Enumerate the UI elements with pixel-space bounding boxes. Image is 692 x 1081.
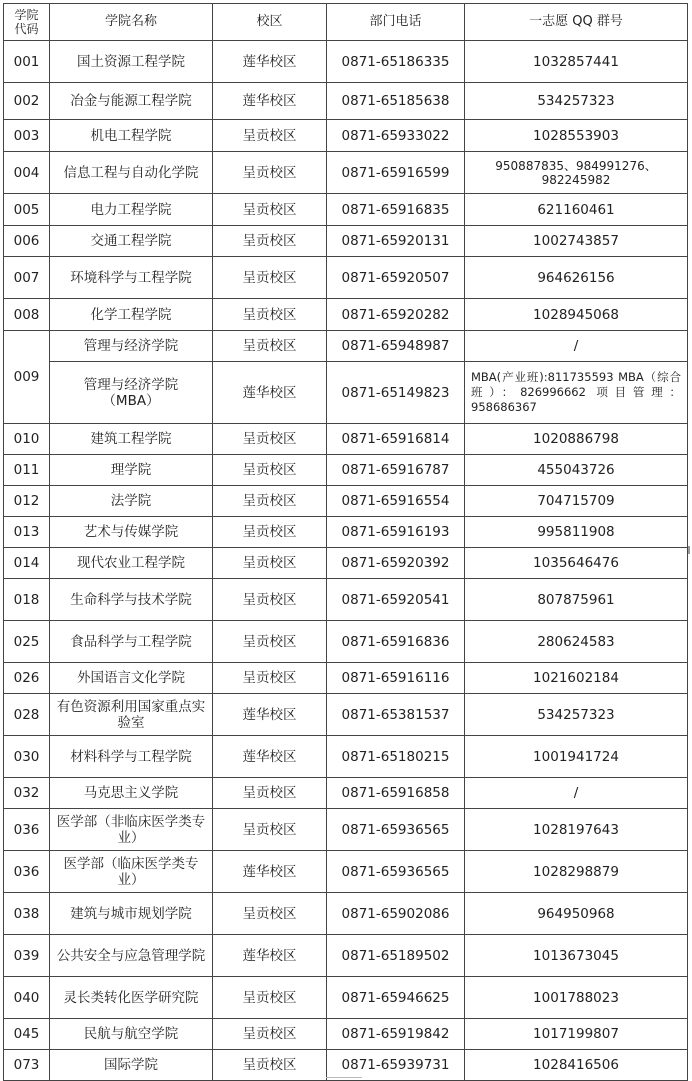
phone: 0871-65916858 (327, 778, 465, 809)
college-contact-table (3, 3, 688, 1081)
campus: 呈贡校区 (213, 977, 327, 1019)
table-row (4, 663, 688, 694)
college-name: 生命科学与技术学院 (50, 579, 213, 621)
campus: 呈贡校区 (213, 579, 327, 621)
qq-group: 950887835、984991276、982245982 (465, 152, 688, 194)
qq-group: 534257323 (465, 83, 688, 120)
table-row (4, 809, 688, 851)
campus: 呈贡校区 (213, 621, 327, 663)
college-code: 028 (4, 694, 50, 736)
college-code: 026 (4, 663, 50, 694)
college-code: 018 (4, 579, 50, 621)
qq-group: 807875961 (465, 579, 688, 621)
phone: 0871-65916599 (327, 152, 465, 194)
qq-group: 1017199807 (465, 1019, 688, 1050)
phone: 0871-65920282 (327, 299, 465, 331)
table-row (4, 486, 688, 517)
college-name: 有色资源利用国家重点实验室 (50, 694, 213, 736)
qq-group: 1002743857 (465, 226, 688, 257)
college-name: 灵长类转化医学研究院 (50, 977, 213, 1019)
table-row (4, 736, 688, 778)
page-bottom-mark (326, 1077, 362, 1081)
college-name: 信息工程与自动化学院 (50, 152, 213, 194)
college-code: 008 (4, 299, 50, 331)
qq-group: 455043726 (465, 455, 688, 486)
phone: 0871-65920131 (327, 226, 465, 257)
college-code: 032 (4, 778, 50, 809)
college-name: 国土资源工程学院 (50, 41, 213, 83)
qq-group: 1028553903 (465, 120, 688, 152)
qq-group: 1028298879 (465, 851, 688, 893)
phone: 0871-65916836 (327, 621, 465, 663)
table-row (4, 694, 688, 736)
college-code: 009 (4, 331, 50, 424)
phone: 0871-65916787 (327, 455, 465, 486)
phone: 0871-65189502 (327, 935, 465, 977)
college-code: 073 (4, 1050, 50, 1081)
college-name: 医学部（非临床医学类专业） (50, 809, 213, 851)
college-code: 004 (4, 152, 50, 194)
header-qq: 一志愿 QQ 群号 (465, 4, 688, 41)
phone: 0871-65916814 (327, 424, 465, 455)
college-name: 医学部（临床医学类专业） (50, 851, 213, 893)
table-row (4, 455, 688, 486)
college-name: 机电工程学院 (50, 120, 213, 152)
page-edge-mark (688, 546, 690, 554)
college-name: 材料科学与工程学院 (50, 736, 213, 778)
phone: 0871-65180215 (327, 736, 465, 778)
college-code: 007 (4, 257, 50, 299)
college-code: 036 (4, 851, 50, 893)
campus: 莲华校区 (213, 41, 327, 83)
table-row (4, 893, 688, 935)
campus: 呈贡校区 (213, 486, 327, 517)
college-name: 现代农业工程学院 (50, 548, 213, 579)
header-campus: 校区 (213, 4, 327, 41)
qq-group: 1001788023 (465, 977, 688, 1019)
campus: 莲华校区 (213, 736, 327, 778)
campus: 呈贡校区 (213, 331, 327, 362)
campus: 呈贡校区 (213, 809, 327, 851)
campus: 呈贡校区 (213, 517, 327, 548)
campus: 呈贡校区 (213, 893, 327, 935)
qq-group: 1028945068 (465, 299, 688, 331)
table-row (4, 621, 688, 663)
campus: 呈贡校区 (213, 194, 327, 226)
college-name: 环境科学与工程学院 (50, 257, 213, 299)
phone: 0871-65939731 (327, 1050, 465, 1081)
phone: 0871-65936565 (327, 809, 465, 851)
qq-group: 995811908 (465, 517, 688, 548)
college-name: 交通工程学院 (50, 226, 213, 257)
phone: 0871-65936565 (327, 851, 465, 893)
phone: 0871-65919842 (327, 1019, 465, 1050)
college-code: 040 (4, 977, 50, 1019)
phone: 0871-65920507 (327, 257, 465, 299)
table-row (4, 1050, 688, 1081)
qq-group: 534257323 (465, 694, 688, 736)
header-code: 学院代码 (4, 4, 50, 41)
college-name: 冶金与能源工程学院 (50, 83, 213, 120)
phone: 0871-65916554 (327, 486, 465, 517)
college-name: 食品科学与工程学院 (50, 621, 213, 663)
table-row (4, 977, 688, 1019)
table-row (4, 579, 688, 621)
table-row (4, 152, 688, 194)
college-name: 化学工程学院 (50, 299, 213, 331)
phone: 0871-65920541 (327, 579, 465, 621)
phone: 0871-65381537 (327, 694, 465, 736)
phone: 0871-65902086 (327, 893, 465, 935)
qq-group: 1032857441 (465, 41, 688, 83)
table-row (4, 331, 688, 362)
qq-group: 1021602184 (465, 663, 688, 694)
qq-group: 1013673045 (465, 935, 688, 977)
phone: 0871-65186335 (327, 41, 465, 83)
phone: 0871-65948987 (327, 331, 465, 362)
campus: 呈贡校区 (213, 455, 327, 486)
table-row (4, 257, 688, 299)
campus: 莲华校区 (213, 851, 327, 893)
college-name: 法学院 (50, 486, 213, 517)
college-name: 建筑与城市规划学院 (50, 893, 213, 935)
header-phone: 部门电话 (327, 4, 465, 41)
table-row (4, 194, 688, 226)
campus: 呈贡校区 (213, 226, 327, 257)
college-code: 036 (4, 809, 50, 851)
qq-group: 1035646476 (465, 548, 688, 579)
campus: 呈贡校区 (213, 257, 327, 299)
college-name: 民航与航空学院 (50, 1019, 213, 1050)
qq-group: 1001941724 (465, 736, 688, 778)
college-code: 038 (4, 893, 50, 935)
college-code: 039 (4, 935, 50, 977)
campus: 呈贡校区 (213, 548, 327, 579)
table-row (4, 41, 688, 83)
campus: 莲华校区 (213, 83, 327, 120)
table-row (4, 83, 688, 120)
college-code: 025 (4, 621, 50, 663)
phone: 0871-65916116 (327, 663, 465, 694)
qq-group: 621160461 (465, 194, 688, 226)
table-row (4, 1019, 688, 1050)
college-name: 外国语言文化学院 (50, 663, 213, 694)
campus: 呈贡校区 (213, 299, 327, 331)
phone: 0871-65185638 (327, 83, 465, 120)
qq-group: 1028197643 (465, 809, 688, 851)
campus: 呈贡校区 (213, 1050, 327, 1081)
qq-group: 1020886798 (465, 424, 688, 455)
college-code: 006 (4, 226, 50, 257)
header-name: 学院名称 (50, 4, 213, 41)
table-row (4, 517, 688, 548)
college-name: 公共安全与应急管理学院 (50, 935, 213, 977)
campus: 莲华校区 (213, 935, 327, 977)
qq-group: 704715709 (465, 486, 688, 517)
campus: 莲华校区 (213, 694, 327, 736)
qq-group: / (465, 331, 688, 362)
campus: 呈贡校区 (213, 778, 327, 809)
qq-group: 280624583 (465, 621, 688, 663)
table-row (4, 226, 688, 257)
phone: 0871-65149823 (327, 362, 465, 424)
campus: 呈贡校区 (213, 120, 327, 152)
table-row (4, 120, 688, 152)
table-row (4, 851, 688, 893)
college-code: 012 (4, 486, 50, 517)
college-code: 003 (4, 120, 50, 152)
qq-group: MBA(产业班):811735593 MBA（综合班）：826996662 项目管理：958686367 (465, 362, 688, 424)
college-code: 014 (4, 548, 50, 579)
table-row (4, 362, 688, 424)
college-name: 电力工程学院 (50, 194, 213, 226)
college-code: 030 (4, 736, 50, 778)
phone: 0871-65946625 (327, 977, 465, 1019)
header-row (4, 4, 688, 41)
college-name: 国际学院 (50, 1050, 213, 1081)
campus: 呈贡校区 (213, 152, 327, 194)
college-name: 管理与经济学院（MBA） (50, 362, 213, 424)
qq-group: / (465, 778, 688, 809)
college-name: 马克思主义学院 (50, 778, 213, 809)
college-code: 010 (4, 424, 50, 455)
phone: 0871-65920392 (327, 548, 465, 579)
college-name: 管理与经济学院 (50, 331, 213, 362)
qq-group: 1028416506 (465, 1050, 688, 1081)
table-row (4, 778, 688, 809)
table-row (4, 548, 688, 579)
table-row (4, 299, 688, 331)
college-code: 001 (4, 41, 50, 83)
college-name: 理学院 (50, 455, 213, 486)
phone: 0871-65933022 (327, 120, 465, 152)
college-code: 005 (4, 194, 50, 226)
table-row (4, 935, 688, 977)
phone: 0871-65916835 (327, 194, 465, 226)
campus: 莲华校区 (213, 362, 327, 424)
campus: 呈贡校区 (213, 663, 327, 694)
college-code: 011 (4, 455, 50, 486)
qq-group: 964626156 (465, 257, 688, 299)
campus: 呈贡校区 (213, 1019, 327, 1050)
college-code: 013 (4, 517, 50, 548)
college-name: 艺术与传媒学院 (50, 517, 213, 548)
college-name: 建筑工程学院 (50, 424, 213, 455)
college-code: 045 (4, 1019, 50, 1050)
college-code: 002 (4, 83, 50, 120)
table-row (4, 424, 688, 455)
qq-group: 964950968 (465, 893, 688, 935)
campus: 呈贡校区 (213, 424, 327, 455)
phone: 0871-65916193 (327, 517, 465, 548)
